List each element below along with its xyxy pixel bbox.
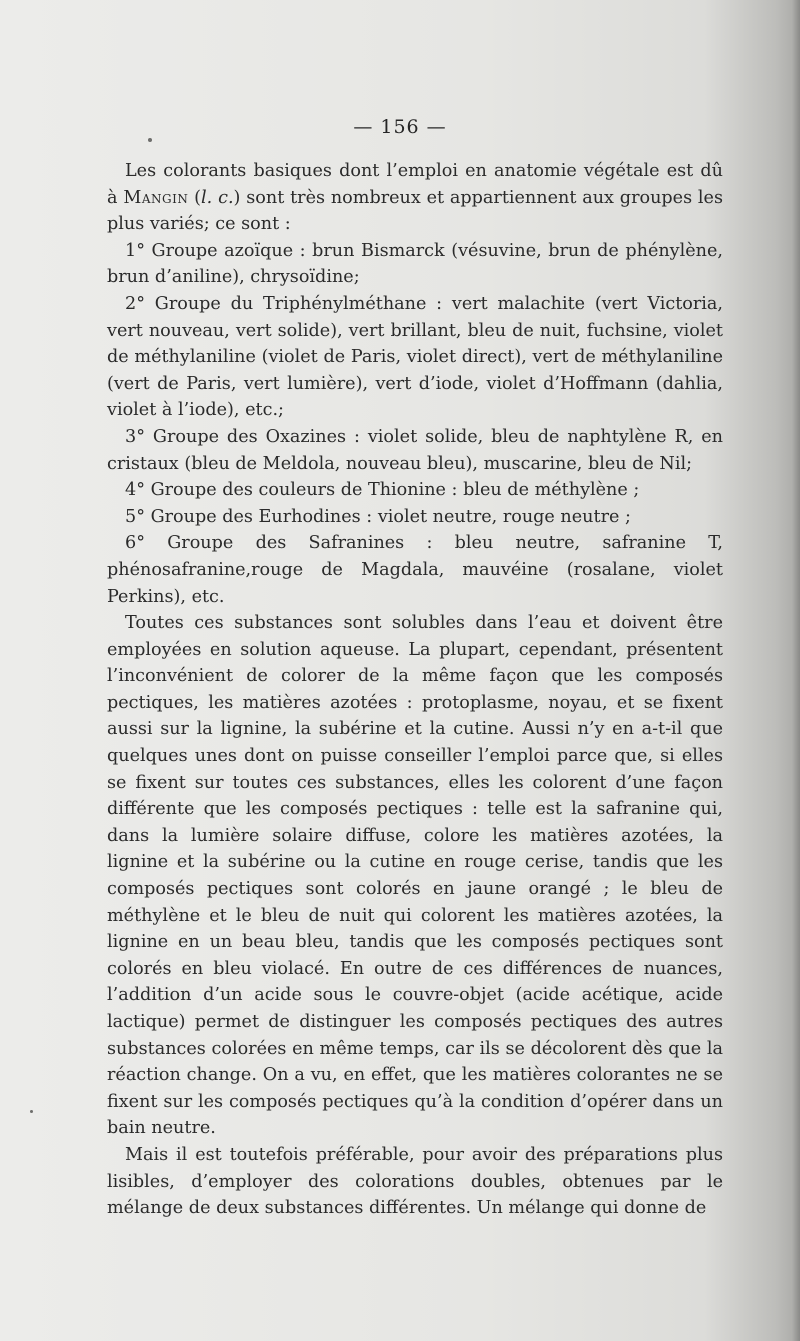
text-run: Les colorants basiques dont l’emploi en anatomie végétale est dû à [107,161,723,208]
paragraph-p3 [107,291,723,424]
text-run: ( [188,187,202,208]
paragraph-p6 [107,504,723,531]
text-run: 4° Groupe des couleurs de Thionine : bleu de méthylène ; [125,480,640,501]
text-run: 1° Groupe azoïque : brun Bismarck (vésuvine, brun de phénylène, brun d’aniline), chrysoïdine; [107,240,723,288]
body-text [107,158,723,1222]
text-run: 3° Groupe des Oxazines : violet solide, bleu de naphtylène R, en cristaux (bleu de Meldola, nouveau bleu), muscarine, bleu de Nil; [107,426,723,474]
paragraph-p5 [107,477,723,504]
page-edge-shadow [792,0,800,1341]
paragraph-p4 [107,424,723,477]
text-run: ) sont très nombreux et appartiennent aux groupes les plus variés; ce sont : [107,187,723,235]
text-run: Mangin [123,187,189,208]
page-number: — 156 — [353,116,447,138]
paragraph-p2 [107,238,723,291]
paragraph-p8 [107,610,723,1142]
text-run: 5° Groupe des Eurhodines : violet neutre, rouge neutre ; [125,506,631,527]
print-fleck [30,1110,33,1113]
paragraph-p9 [107,1142,723,1222]
print-fleck [148,138,152,142]
text-run: 6° Groupe des Safranines : bleu neutre, safranine T, phénosafranine,rouge de Magdala, mauvéine (rosalane, violet Perkins), etc. [107,533,723,607]
paragraph-p7 [107,530,723,610]
paragraph-p1 [107,158,723,238]
text-run: Mais il est toutefois préférable, pour avoir des préparations plus lisibles, d’employer des colorations doubles, obtenues par le mélange de deux substances différentes. Un mélange qui donne de [107,1144,723,1219]
text-run: 2° Groupe du Triphénylméthane : vert malachite (vert Victoria, vert nouveau, vert solide), vert brillant, bleu de nuit, fuchsine, violet de méthylaniline (violet de Paris, violet direct), vert de méthylaniline (vert de Paris, vert lumière), vert d’iode, violet d’Hoffmann (dahlia, violet à l’iode), etc.; [107,293,723,421]
text-run: l. c. [201,187,234,208]
text-run: Toutes ces substances sont solubles dans l’eau et doivent être employées en solution aqueuse. La plupart, cependant, présentent l’inconvénient de colorer de la même façon que les composés pectiques, les matières azotées : protoplasme, noyau, et se fixent aussi sur la lignine, la subérine et la cutine. Aussi n’y en a-t-il que quelques unes dont on puisse conseiller l’emploi parce que, si elles se fixent sur toutes ces substances, elles les colorent d’une façon différente que les composés pectiques : telle est la safranine qui, dans la lumière solaire diffuse, colore les matières azotées, la lignine et la subérine ou la cutine en rouge cerise, tandis que les composés pectiques sont colorés en jaune orangé ; le bleu de méthylène et le bleu de nuit qui colorent les matières azotées, la lignine en un beau bleu, tandis que les composés pectiques sont colorés en bleu violacé. En outre de ces différences de nuances, l’addition d’un acide sous le couvre-objet (acide acétique, acide lactique) permet de distinguer les composés pectiques des autres substances colorées en même temps, car ils se décolorent dès que la réaction change. On a vu, en effet, que les matières colorantes ne se fixent sur les composés pectiques qu’à la condition d’opérer dans un bain neutre. [107,613,723,1139]
